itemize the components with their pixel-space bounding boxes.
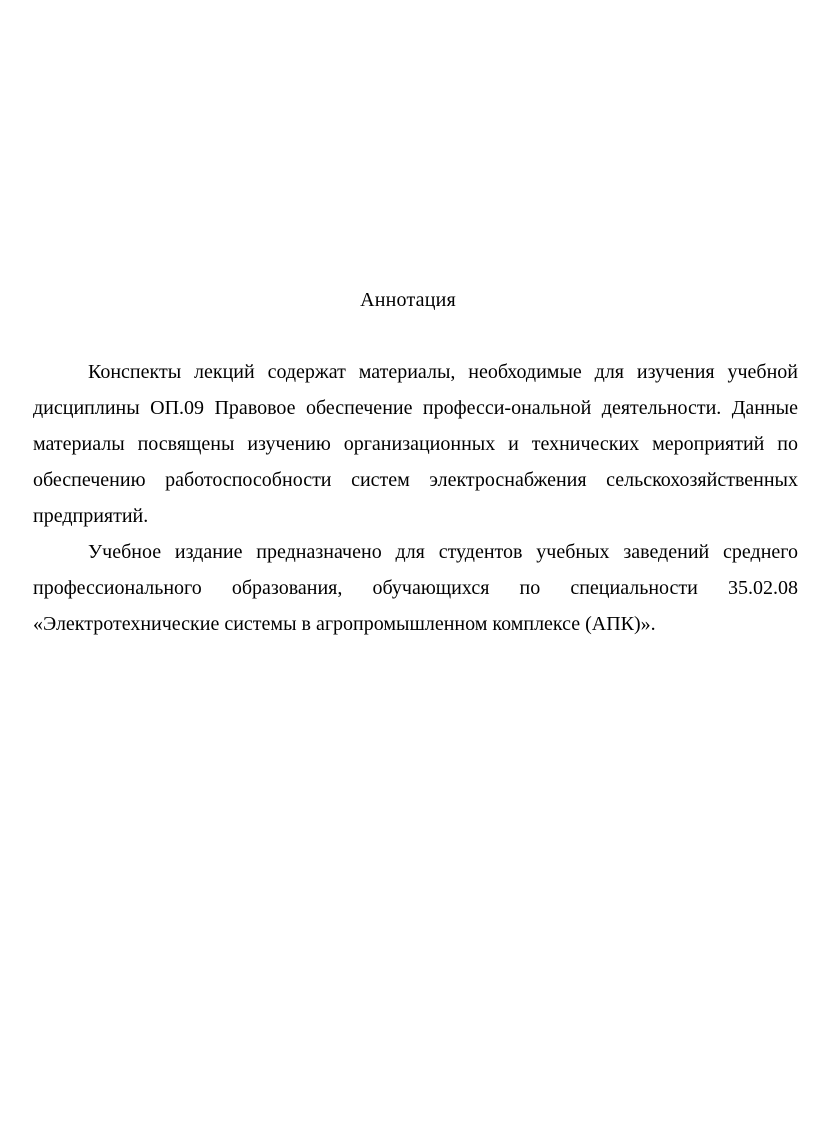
paragraph-1: Конспекты лекций содержат материалы, необходимые для изучения учебной дисциплины ОП.09 Правовое обеспечение професси-ональной деятельности. Данные материалы посвящены изучению организационных и технических мероприятий по обеспечению работоспособности систем электроснабжения сельскохозяйственных предприятий. (33, 361, 798, 527)
annotation-body (33, 354, 798, 642)
paragraph-2: Учебное издание предназначено для студентов учебных заведений среднего профессионального образования, обучающихся по специальности 35.02.08 «Электротехнические системы в агропромышленном комплексе (АПК)». (33, 541, 798, 635)
page-title: Аннотация (360, 289, 456, 311)
